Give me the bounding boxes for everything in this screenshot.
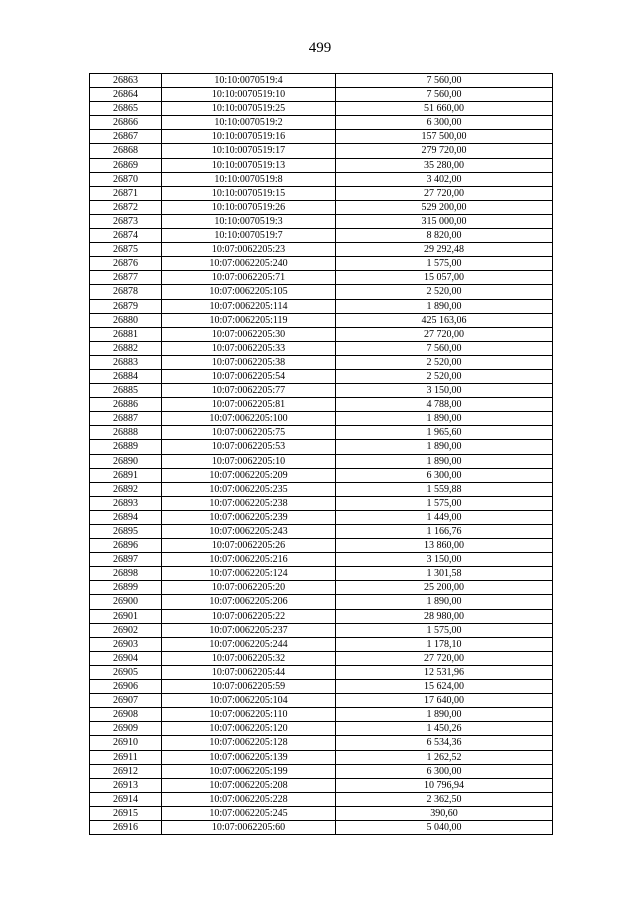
- cadastral-number-cell: 10:07:0062205:60: [162, 820, 336, 834]
- table-row: [90, 313, 553, 327]
- cadastral-number-cell: 10:10:0070519:25: [162, 102, 336, 116]
- row-number-cell: 26871: [90, 186, 162, 200]
- table-row: [90, 637, 553, 651]
- registry-table: [89, 73, 553, 835]
- cadastral-number-cell: 10:07:0062205:32: [162, 651, 336, 665]
- value-cell: 29 292,48: [336, 243, 553, 257]
- value-cell: 1 450,26: [336, 722, 553, 736]
- cadastral-number-cell: 10:07:0062205:120: [162, 722, 336, 736]
- row-number-cell: 26880: [90, 313, 162, 327]
- value-cell: 279 720,00: [336, 144, 553, 158]
- table-row: [90, 214, 553, 228]
- table-row: [90, 243, 553, 257]
- value-cell: 1 965,60: [336, 426, 553, 440]
- table-row: [90, 327, 553, 341]
- cadastral-number-cell: 10:07:0062205:228: [162, 792, 336, 806]
- table-row: [90, 820, 553, 834]
- cadastral-number-cell: 10:07:0062205:240: [162, 257, 336, 271]
- value-cell: 7 560,00: [336, 74, 553, 88]
- row-number-cell: 26872: [90, 200, 162, 214]
- cadastral-number-cell: 10:07:0062205:139: [162, 750, 336, 764]
- cadastral-number-cell: 10:07:0062205:10: [162, 454, 336, 468]
- row-number-cell: 26878: [90, 285, 162, 299]
- row-number-cell: 26887: [90, 412, 162, 426]
- row-number-cell: 26895: [90, 525, 162, 539]
- row-number-cell: 26879: [90, 299, 162, 313]
- cadastral-number-cell: 10:07:0062205:77: [162, 384, 336, 398]
- table-row: [90, 778, 553, 792]
- table-row: [90, 257, 553, 271]
- cadastral-number-cell: 10:10:0070519:3: [162, 214, 336, 228]
- row-number-cell: 26888: [90, 426, 162, 440]
- table-row: [90, 694, 553, 708]
- row-number-cell: 26885: [90, 384, 162, 398]
- value-cell: 6 534,36: [336, 736, 553, 750]
- table-row: [90, 285, 553, 299]
- cadastral-number-cell: 10:10:0070519:8: [162, 172, 336, 186]
- cadastral-number-cell: 10:10:0070519:10: [162, 88, 336, 102]
- cadastral-number-cell: 10:10:0070519:16: [162, 130, 336, 144]
- cadastral-number-cell: 10:07:0062205:54: [162, 369, 336, 383]
- cadastral-number-cell: 10:07:0062205:244: [162, 637, 336, 651]
- table-row: [90, 468, 553, 482]
- row-number-cell: 26899: [90, 581, 162, 595]
- row-number-cell: 26912: [90, 764, 162, 778]
- cadastral-number-cell: 10:07:0062205:237: [162, 623, 336, 637]
- table-row: [90, 806, 553, 820]
- table-row: [90, 736, 553, 750]
- table-row: [90, 369, 553, 383]
- value-cell: 12 531,96: [336, 665, 553, 679]
- row-number-cell: 26913: [90, 778, 162, 792]
- row-number-cell: 26894: [90, 510, 162, 524]
- cadastral-number-cell: 10:07:0062205:235: [162, 482, 336, 496]
- value-cell: 6 300,00: [336, 468, 553, 482]
- table-row: [90, 200, 553, 214]
- value-cell: 529 200,00: [336, 200, 553, 214]
- row-number-cell: 26863: [90, 74, 162, 88]
- value-cell: 27 720,00: [336, 186, 553, 200]
- value-cell: 2 520,00: [336, 285, 553, 299]
- cadastral-number-cell: 10:07:0062205:22: [162, 609, 336, 623]
- row-number-cell: 26886: [90, 398, 162, 412]
- table-row: [90, 426, 553, 440]
- row-number-cell: 26910: [90, 736, 162, 750]
- row-number-cell: 26884: [90, 369, 162, 383]
- value-cell: 1 575,00: [336, 496, 553, 510]
- value-cell: 4 788,00: [336, 398, 553, 412]
- row-number-cell: 26869: [90, 158, 162, 172]
- cadastral-number-cell: 10:07:0062205:71: [162, 271, 336, 285]
- table-row: [90, 722, 553, 736]
- row-number-cell: 26911: [90, 750, 162, 764]
- value-cell: 5 040,00: [336, 820, 553, 834]
- value-cell: 2 362,50: [336, 792, 553, 806]
- table-row: [90, 609, 553, 623]
- table-row: [90, 764, 553, 778]
- value-cell: 13 860,00: [336, 539, 553, 553]
- row-number-cell: 26876: [90, 257, 162, 271]
- cadastral-number-cell: 10:07:0062205:26: [162, 539, 336, 553]
- table-row: [90, 510, 553, 524]
- row-number-cell: 26867: [90, 130, 162, 144]
- value-cell: 3 402,00: [336, 172, 553, 186]
- cadastral-number-cell: 10:07:0062205:114: [162, 299, 336, 313]
- value-cell: 27 720,00: [336, 327, 553, 341]
- row-number-cell: 26897: [90, 553, 162, 567]
- value-cell: 1 575,00: [336, 623, 553, 637]
- table-row: [90, 355, 553, 369]
- value-cell: 1 890,00: [336, 440, 553, 454]
- row-number-cell: 26874: [90, 229, 162, 243]
- value-cell: 1 301,58: [336, 567, 553, 581]
- table-row: [90, 581, 553, 595]
- value-cell: 6 300,00: [336, 116, 553, 130]
- table-row: [90, 144, 553, 158]
- value-cell: 15 624,00: [336, 680, 553, 694]
- row-number-cell: 26889: [90, 440, 162, 454]
- table-row: [90, 567, 553, 581]
- row-number-cell: 26877: [90, 271, 162, 285]
- table-row: [90, 553, 553, 567]
- table-row: [90, 539, 553, 553]
- value-cell: 3 150,00: [336, 553, 553, 567]
- cadastral-number-cell: 10:07:0062205:238: [162, 496, 336, 510]
- value-cell: 1 262,52: [336, 750, 553, 764]
- value-cell: 157 500,00: [336, 130, 553, 144]
- table-row: [90, 412, 553, 426]
- cadastral-number-cell: 10:10:0070519:2: [162, 116, 336, 130]
- table-row: [90, 172, 553, 186]
- value-cell: 1 449,00: [336, 510, 553, 524]
- value-cell: 1 166,76: [336, 525, 553, 539]
- value-cell: 7 560,00: [336, 341, 553, 355]
- value-cell: 7 560,00: [336, 88, 553, 102]
- cadastral-number-cell: 10:10:0070519:15: [162, 186, 336, 200]
- row-number-cell: 26906: [90, 680, 162, 694]
- table-row: [90, 651, 553, 665]
- cadastral-number-cell: 10:07:0062205:33: [162, 341, 336, 355]
- value-cell: 51 660,00: [336, 102, 553, 116]
- table-row: [90, 665, 553, 679]
- cadastral-number-cell: 10:07:0062205:128: [162, 736, 336, 750]
- row-number-cell: 26914: [90, 792, 162, 806]
- row-number-cell: 26916: [90, 820, 162, 834]
- cadastral-number-cell: 10:07:0062205:239: [162, 510, 336, 524]
- value-cell: 1 890,00: [336, 708, 553, 722]
- row-number-cell: 26898: [90, 567, 162, 581]
- row-number-cell: 26896: [90, 539, 162, 553]
- row-number-cell: 26875: [90, 243, 162, 257]
- value-cell: 390,60: [336, 806, 553, 820]
- table-row: [90, 229, 553, 243]
- row-number-cell: 26870: [90, 172, 162, 186]
- cadastral-number-cell: 10:07:0062205:208: [162, 778, 336, 792]
- value-cell: 2 520,00: [336, 355, 553, 369]
- table-row: [90, 750, 553, 764]
- table-row: [90, 623, 553, 637]
- table-row: [90, 595, 553, 609]
- row-number-cell: 26907: [90, 694, 162, 708]
- table-row: [90, 88, 553, 102]
- value-cell: 425 163,06: [336, 313, 553, 327]
- value-cell: 28 980,00: [336, 609, 553, 623]
- cadastral-number-cell: 10:07:0062205:81: [162, 398, 336, 412]
- row-number-cell: 26873: [90, 214, 162, 228]
- cadastral-number-cell: 10:07:0062205:243: [162, 525, 336, 539]
- cadastral-number-cell: 10:07:0062205:44: [162, 665, 336, 679]
- value-cell: 17 640,00: [336, 694, 553, 708]
- cadastral-number-cell: 10:07:0062205:110: [162, 708, 336, 722]
- table-row: [90, 482, 553, 496]
- cadastral-number-cell: 10:10:0070519:4: [162, 74, 336, 88]
- cadastral-number-cell: 10:07:0062205:104: [162, 694, 336, 708]
- cadastral-number-cell: 10:07:0062205:59: [162, 680, 336, 694]
- table-row: [90, 271, 553, 285]
- cadastral-number-cell: 10:07:0062205:38: [162, 355, 336, 369]
- value-cell: 35 280,00: [336, 158, 553, 172]
- value-cell: 1 559,88: [336, 482, 553, 496]
- cadastral-number-cell: 10:07:0062205:119: [162, 313, 336, 327]
- table-row: [90, 454, 553, 468]
- cadastral-number-cell: 10:10:0070519:17: [162, 144, 336, 158]
- cadastral-number-cell: 10:07:0062205:216: [162, 553, 336, 567]
- cadastral-number-cell: 10:07:0062205:100: [162, 412, 336, 426]
- cadastral-number-cell: 10:07:0062205:124: [162, 567, 336, 581]
- value-cell: 27 720,00: [336, 651, 553, 665]
- row-number-cell: 26901: [90, 609, 162, 623]
- row-number-cell: 26892: [90, 482, 162, 496]
- table-row: [90, 525, 553, 539]
- cadastral-number-cell: 10:07:0062205:209: [162, 468, 336, 482]
- row-number-cell: 26868: [90, 144, 162, 158]
- value-cell: 2 520,00: [336, 369, 553, 383]
- table-body: [90, 74, 553, 835]
- row-number-cell: 26909: [90, 722, 162, 736]
- value-cell: 3 150,00: [336, 384, 553, 398]
- table-row: [90, 680, 553, 694]
- cadastral-number-cell: 10:07:0062205:105: [162, 285, 336, 299]
- row-number-cell: 26891: [90, 468, 162, 482]
- table-row: [90, 440, 553, 454]
- table-row: [90, 186, 553, 200]
- table-row: [90, 384, 553, 398]
- table-row: [90, 158, 553, 172]
- value-cell: 1 890,00: [336, 299, 553, 313]
- cadastral-number-cell: 10:07:0062205:75: [162, 426, 336, 440]
- row-number-cell: 26902: [90, 623, 162, 637]
- row-number-cell: 26890: [90, 454, 162, 468]
- row-number-cell: 26915: [90, 806, 162, 820]
- cadastral-number-cell: 10:07:0062205:206: [162, 595, 336, 609]
- table-row: [90, 116, 553, 130]
- row-number-cell: 26883: [90, 355, 162, 369]
- value-cell: 1 575,00: [336, 257, 553, 271]
- cadastral-number-cell: 10:07:0062205:199: [162, 764, 336, 778]
- value-cell: 1 178,10: [336, 637, 553, 651]
- row-number-cell: 26908: [90, 708, 162, 722]
- row-number-cell: 26905: [90, 665, 162, 679]
- table-row: [90, 74, 553, 88]
- cadastral-number-cell: 10:07:0062205:20: [162, 581, 336, 595]
- row-number-cell: 26881: [90, 327, 162, 341]
- cadastral-number-cell: 10:10:0070519:7: [162, 229, 336, 243]
- row-number-cell: 26882: [90, 341, 162, 355]
- table-row: [90, 102, 553, 116]
- table-row: [90, 496, 553, 510]
- cadastral-number-cell: 10:07:0062205:23: [162, 243, 336, 257]
- cadastral-number-cell: 10:07:0062205:30: [162, 327, 336, 341]
- row-number-cell: 26865: [90, 102, 162, 116]
- cadastral-number-cell: 10:07:0062205:245: [162, 806, 336, 820]
- table-row: [90, 398, 553, 412]
- row-number-cell: 26903: [90, 637, 162, 651]
- row-number-cell: 26893: [90, 496, 162, 510]
- cadastral-number-cell: 10:10:0070519:26: [162, 200, 336, 214]
- table-row: [90, 299, 553, 313]
- row-number-cell: 26864: [90, 88, 162, 102]
- value-cell: 10 796,94: [336, 778, 553, 792]
- table-row: [90, 708, 553, 722]
- value-cell: 1 890,00: [336, 595, 553, 609]
- value-cell: 1 890,00: [336, 412, 553, 426]
- value-cell: 15 057,00: [336, 271, 553, 285]
- value-cell: 1 890,00: [336, 454, 553, 468]
- row-number-cell: 26904: [90, 651, 162, 665]
- table-row: [90, 130, 553, 144]
- table-row: [90, 792, 553, 806]
- cadastral-number-cell: 10:10:0070519:13: [162, 158, 336, 172]
- value-cell: 8 820,00: [336, 229, 553, 243]
- page-number: 499: [308, 40, 332, 56]
- cadastral-number-cell: 10:07:0062205:53: [162, 440, 336, 454]
- row-number-cell: 26866: [90, 116, 162, 130]
- row-number-cell: 26900: [90, 595, 162, 609]
- value-cell: 6 300,00: [336, 764, 553, 778]
- value-cell: 315 000,00: [336, 214, 553, 228]
- table-row: [90, 341, 553, 355]
- value-cell: 25 200,00: [336, 581, 553, 595]
